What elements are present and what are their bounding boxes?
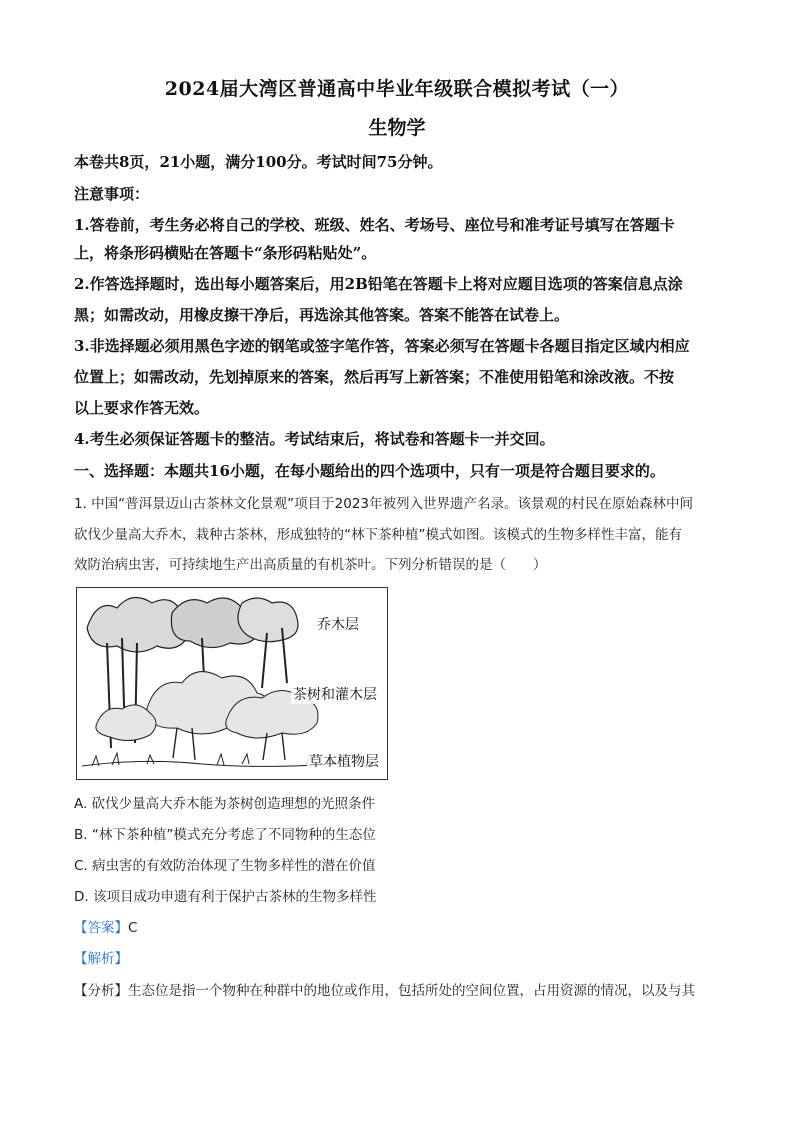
herb-layer-label: 草本植物层 (307, 751, 381, 771)
question-1-line-2: 砍伐少量高大乔木，栽种古茶林，形成独特的“林下茶种植”模式如图。该模式的生物多样性丰富，能有 (74, 527, 682, 543)
note-3-line-3: 以上要求作答无效。 (74, 399, 210, 417)
analysis-text: 生态位是指一个物种在种群中的地位或作用，包括所处的空间位置，占用资源的情况，以及与其 (128, 983, 695, 999)
subject-title: 生物学 (368, 117, 426, 139)
option-c: C. 病虫害的有效防治体现了生物多样性的潜在价值 (74, 858, 376, 874)
note-1-line-1: 1.答卷前，考生务必将自己的学校、班级、姓名、考场号、座位号和准考证号填写在答题卡 (74, 216, 675, 234)
exam-summary: 本卷共8页，21小题，满分100分。考试时间75分钟。 (74, 153, 443, 171)
tree-layer-label: 乔木层 (315, 614, 361, 634)
exam-title: 2024届大湾区普通高中毕业年级联合模拟考试（一） (164, 78, 630, 100)
question-1-line-1: 1. 中国“普洱景迈山古茶林文化景观”项目于2023年被列入世界遗产名录。该景观的村民在原始森林中间 (74, 496, 694, 512)
answer-value: C (128, 920, 138, 936)
question-1-line-3: 效防治病虫害，可持续地生产出高质量的有机茶叶。下列分析错误的是（ ） (74, 557, 547, 573)
note-2-line-2: 黑；如需改动，用橡皮擦干净后，再选涂其他答案。答案不能答在试卷上。 (74, 306, 570, 324)
note-4: 4.考生必须保证答题卡的整洁。考试结束后，将试卷和答题卡一并交回。 (74, 430, 555, 448)
note-1-line-2: 上，将条形码横贴在答题卡“条形码粘贴处”。 (74, 244, 377, 262)
note-3-line-1: 3.非选择题必须用黑色字迹的钢笔或签字笔作答，答案必须写在答题卡各题目指定区域内相应 (74, 337, 690, 355)
note-2-line-1: 2.作答选择题时，选出每小题答案后，用2B铅笔在答题卡上将对应题目选项的答案信息点涂 (74, 275, 683, 293)
answer-tag: 【答案】 (74, 920, 128, 936)
answer-line (74, 918, 734, 938)
note-3-line-2: 位置上；如需改动，先划掉原来的答案，然后再写上新答案；不准使用铅笔和涂改液。不按 (74, 368, 675, 386)
forest-layer-figure (76, 587, 388, 780)
analysis-line (74, 949, 734, 969)
analysis-tag: 【解析】 (74, 951, 128, 967)
analysis-text-line (74, 981, 734, 1001)
section-1-heading: 一、选择题：本题共16小题，在每小题给出的四个选项中，只有一项是符合题目要求的。 (74, 462, 665, 480)
shrub-layer-label: 茶树和灌木层 (291, 684, 379, 704)
option-a: A. 砍伐少量高大乔木能为茶树创造理想的光照条件 (74, 796, 376, 812)
notes-heading: 注意事项： (74, 185, 150, 203)
analysis-sub-tag: 【分析】 (74, 983, 128, 999)
option-b: B. “林下茶种植”模式充分考虑了不同物种的生态位 (74, 827, 376, 843)
option-d: D. 该项目成功申遗有利于保护古茶林的生物多样性 (74, 889, 377, 905)
